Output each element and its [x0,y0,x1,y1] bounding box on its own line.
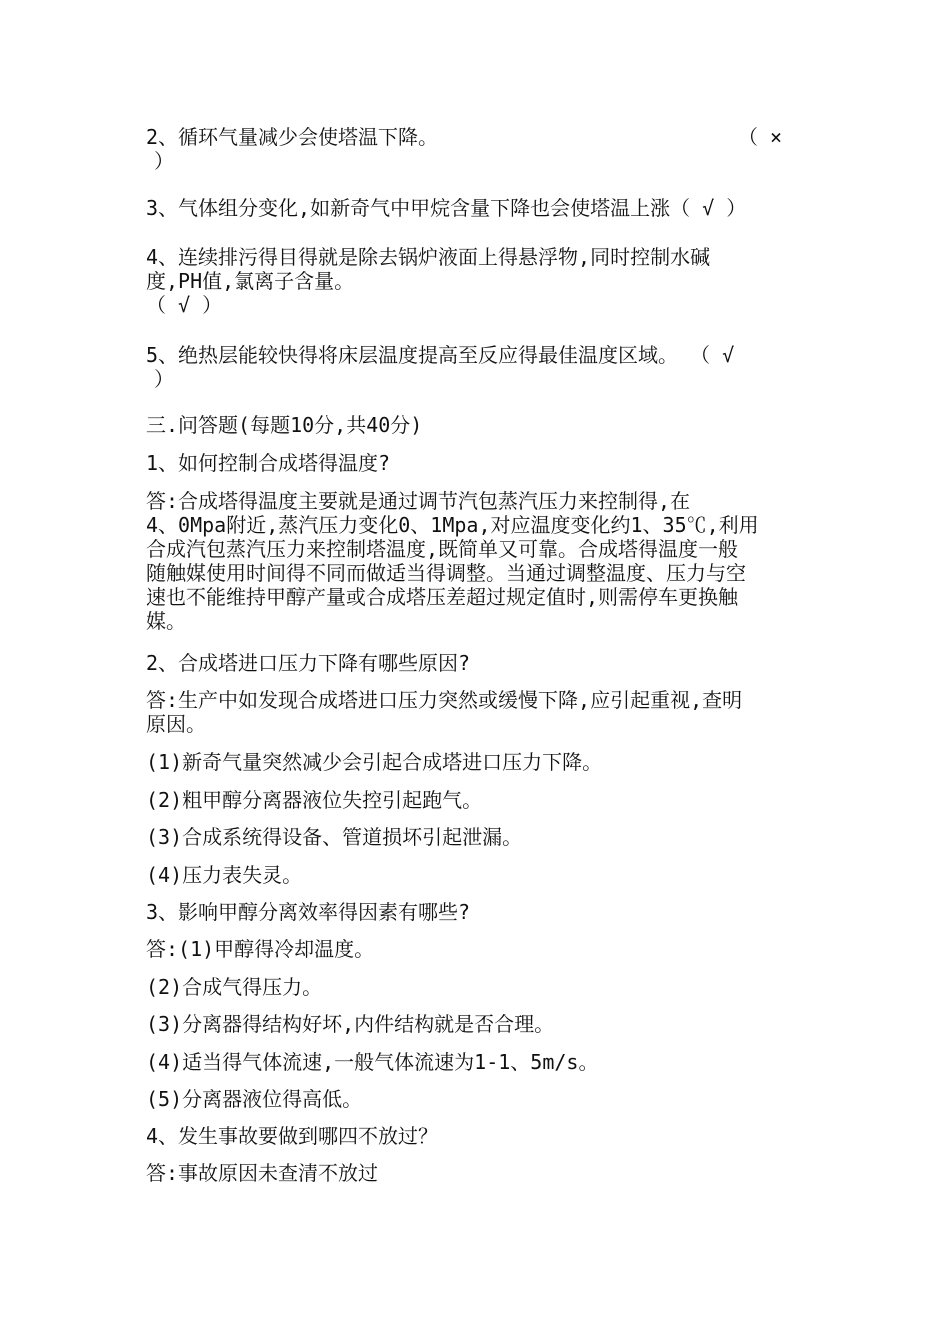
judgement-q5-mark-close: ） [154,367,174,391]
qa-q4-answer [146,1161,806,1185]
qa-q3-item-text: (2)合成气得压力。 [146,975,323,999]
qa-q4-answer-text: 答:事故原因未查清不放过 [146,1161,379,1185]
qa-q2-item-text: (2)粗甲醇分离器液位失控引起跑气。 [146,788,483,812]
qa-q3-item [146,1050,806,1074]
judgement-q2-mark-close: ） [154,149,174,173]
qa-q2-answer-line: 原因。 [146,712,206,736]
qa-q3-item [146,1087,806,1111]
judgement-q3-text: 3、气体组分变化,如新奇气中甲烷含量下降也会使塔温上涨（ √ ） [146,196,747,220]
section-heading-text: 三.问答题(每题10分,共40分) [146,413,423,437]
judgement-q4-mark: （ √ ） [146,293,223,317]
judgement-q5-text: 5、绝热层能较快得将床层温度提高至反应得最佳温度区域。 （ √ [146,343,735,367]
qa-q3-question [146,900,806,924]
qa-q3-item [146,937,806,961]
qa-q3-item-text: (4)适当得气体流速,一般气体流速为1-1、5m/s。 [146,1050,599,1074]
qa-q3-item [146,975,806,999]
qa-q1-answer-line: 合成汽包蒸汽压力来控制塔温度,既简单又可靠。合成塔得温度一般 [146,537,739,561]
judgement-q5 [146,343,806,391]
qa-q1-answer-line: 4、0Mpa附近,蒸汽压力变化0、1Mpa,对应温度变化约1、35℃,利用 [146,513,759,537]
qa-q2-item [146,863,806,887]
qa-q2-item [146,750,806,774]
qa-q1-answer-line: 速也不能维持甲醇产量或合成塔压差超过规定值时,则需停车更换触 [146,585,739,609]
qa-q2-answer [146,688,806,736]
qa-q3-item-text: (3)分离器得结构好坏,内件结构就是否合理。 [146,1012,555,1036]
qa-q1-answer-line: 答:合成塔得温度主要就是通过调节汽包蒸汽压力来控制得,在 [146,489,691,513]
qa-q2-question-text: 2、合成塔进口压力下降有哪些原因? [146,651,471,675]
qa-q1-question-text: 1、如何控制合成塔得温度? [146,451,391,475]
section-heading [146,413,806,437]
qa-q2-answer-line: 答:生产中如发现合成塔进口压力突然或缓慢下降,应引起重视,查明 [146,688,743,712]
qa-q2-item [146,825,806,849]
judgement-q2-text: 2、循环气量减少会使塔温下降。 [146,125,439,149]
qa-q3-item-text: 答:(1)甲醇得冷却温度。 [146,937,375,961]
qa-q4-question-text: 4、发生事故要做到哪四不放过？ [146,1124,439,1148]
qa-q1-answer-line: 随触媒使用时间得不同而做适当得调整。当通过调整温度、压力与空 [146,561,746,585]
qa-q3-question-text: 3、影响甲醇分离效率得因素有哪些? [146,900,471,924]
qa-q2-question [146,651,806,675]
judgement-q4 [146,245,806,317]
judgement-q4-line2: 度,PH值,氯离子含量。 [146,269,355,293]
judgement-q4-line1: 4、连续排污得目得就是除去锅炉液面上得悬浮物,同时控制水碱 [146,245,711,269]
qa-q1-question [146,451,806,475]
qa-q1-answer [146,489,806,633]
qa-q3-item [146,1012,806,1036]
qa-q3-item-text: (5)分离器液位得高低。 [146,1087,363,1111]
qa-q2-item-text: (4)压力表失灵。 [146,863,303,887]
judgement-q3 [146,196,806,220]
judgement-q2-mark-open: （ × [738,125,783,149]
qa-q2-item-text: (3)合成系统得设备、管道损坏引起泄漏。 [146,825,523,849]
qa-q2-item [146,788,806,812]
judgement-q2 [146,125,806,173]
qa-q1-answer-line: 媒。 [146,609,186,633]
qa-q2-item-text: (1)新奇气量突然减少会引起合成塔进口压力下降。 [146,750,603,774]
qa-q4-question [146,1124,806,1148]
